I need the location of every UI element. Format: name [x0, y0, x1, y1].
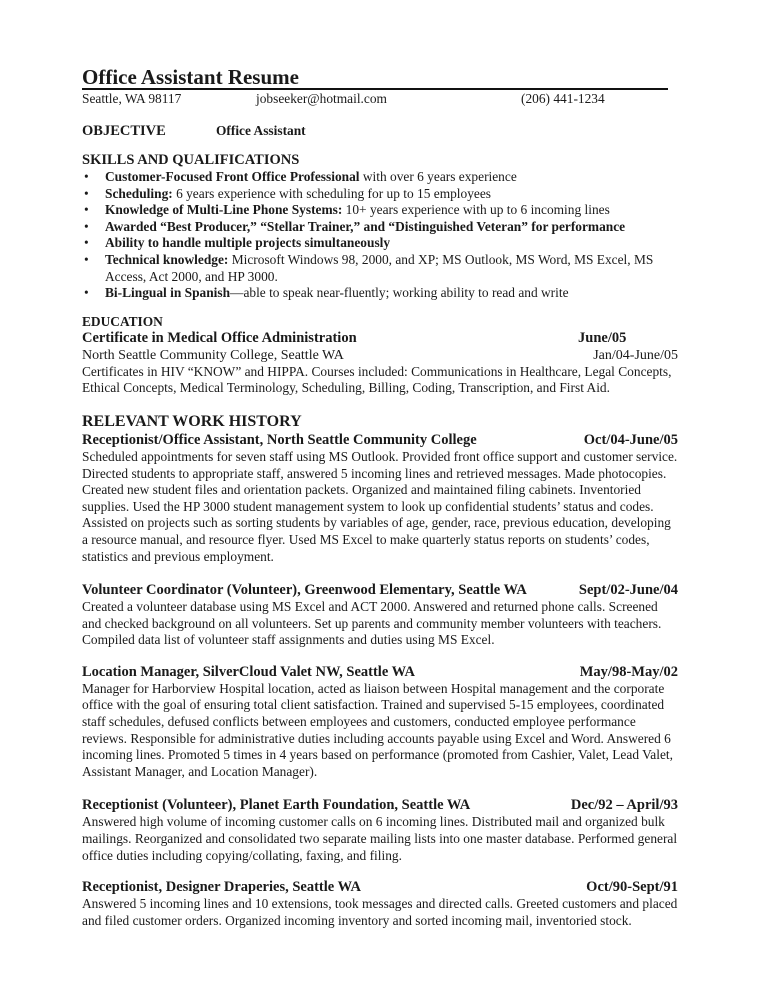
- job-entry: [82, 796, 678, 864]
- education-degree-row: [82, 329, 678, 347]
- education-degree-date: June/05: [578, 329, 627, 346]
- contact-phone: (206) 441-1234: [521, 91, 605, 106]
- skill-bold: Customer-Focused Front Office Professional: [105, 169, 360, 184]
- skill-bold: Ability to handle multiple projects simultaneously: [105, 235, 391, 251]
- skill-item: [82, 186, 678, 203]
- skills-list: [82, 169, 678, 302]
- job-entry: [82, 663, 678, 781]
- job-description: Created a volunteer database using MS Excel and ACT 2000. Answered and returned phone calls. Screened and checked background on all volunteers. Set up parents and community member volunteers with teachers. Compiled data list of volunteer staff assignments and duties using MS Excel.: [82, 599, 662, 648]
- skill-item: [82, 169, 678, 186]
- bullet-icon: •: [84, 202, 89, 218]
- objective-value: Office Assistant: [216, 123, 306, 138]
- skill-item: [82, 235, 678, 252]
- objective-label: OBJECTIVE: [82, 123, 166, 139]
- education-degree: Certificate in Medical Office Administration: [82, 329, 357, 346]
- skill-item: [82, 219, 678, 236]
- bullet-icon: •: [84, 285, 89, 301]
- skill-bold: Bi-Lingual in Spanish: [105, 285, 231, 301]
- skill-bold: Scheduling:: [105, 185, 173, 201]
- job-dates: Oct/90-Sept/91: [586, 879, 678, 896]
- skill-text: 10+ years experience with up to 6 incoming lines: [342, 202, 610, 218]
- job-description: Manager for Harborview Hospital location, acted as liaison between Hospital management and the corporate office with the goal of ensuring total client satisfaction. Trained and supervised 5-15 employees, coordinated staff schedules, defused conflicts between employees and customers, conducted employee performance reviews. Responsible for administrative duties including accounts payable using Excel and Word. Answered 6 incoming lines. Promoted 5 times in 4 years based on performance (promoted from Cashier, Valet, Lead Valet, Assistant Manager, and Location Manager).: [82, 680, 673, 779]
- job-title-row: [82, 796, 678, 814]
- page-title: Office Assistant Resume: [82, 65, 299, 89]
- bullet-icon: •: [84, 185, 89, 201]
- job-title: Receptionist, Designer Draperies, Seattle WA: [82, 879, 361, 896]
- resume-page: [82, 64, 678, 929]
- skill-item: [82, 202, 678, 219]
- job-dates: Sept/02-June/04: [578, 582, 678, 599]
- objective-section: [82, 122, 678, 140]
- job-dates: Oct/04-June/05: [583, 431, 678, 448]
- skill-bold: Knowledge of Multi-Line Phone Systems:: [105, 202, 343, 218]
- job-dates: May/98-May/02: [579, 663, 678, 680]
- job-title: Volunteer Coordinator (Volunteer), Greenwood Elementary, Seattle WA: [82, 582, 527, 599]
- skill-bold: Awarded “Best Producer,” “Stellar Trainer,” and “Distinguished Veteran” for performance: [105, 218, 626, 234]
- contact-email: jobseeker@hotmail.com: [256, 91, 387, 106]
- skill-text: with over 6 years experience: [359, 169, 517, 184]
- job-description: Answered high volume of incoming customer calls on 6 incoming lines. Distributed mail and organized bulk mailings. Reorganized and consolidated two separate mailing lists into one master database. Performed general office duties including copying/collating, faxing, and filing.: [82, 814, 678, 863]
- work-heading: RELEVANT WORK HISTORY: [82, 412, 302, 430]
- education-school: North Seattle Community College, Seattle WA: [82, 347, 344, 363]
- bullet-icon: •: [84, 169, 89, 184]
- job-entry: [82, 878, 678, 929]
- title-row: [82, 64, 668, 90]
- job-entry: [82, 431, 678, 565]
- contact-location: Seattle, WA 98117: [82, 91, 182, 106]
- job-description: Answered 5 incoming lines and 10 extensions, took messages and directed calls. Greeted customers and placed and filed customer orders. Organized incoming inventory and sorted incoming mail, inventoried stock.: [82, 896, 678, 928]
- contact-line: [82, 90, 678, 108]
- education-heading: EDUCATION: [82, 313, 163, 329]
- job-title-row: [82, 581, 678, 599]
- skill-text: Microsoft Windows 98, 2000, and XP; MS Outlook, MS Word, MS Excel, MS Access, Act 2000, and HP 3000.: [105, 251, 654, 284]
- bullet-icon: •: [84, 235, 89, 251]
- education-school-row: [82, 347, 678, 364]
- job-dates: Dec/92 – April/93: [570, 797, 678, 814]
- education-details: Certificates in HIV “KNOW” and HIPPA. Courses included: Communications in Healthcare, Legal Concepts, Ethical Concepts, Medical Terminology, Scheduling, Billing, Coding, Transcription, and First Aid.: [82, 363, 672, 396]
- job-title-row: [82, 663, 678, 681]
- job-title-row: [82, 878, 678, 896]
- job-description: Scheduled appointments for seven staff using MS Outlook. Provided front office support and customer service. Directed students to appropriate staff, answered 5 incoming lines and retrieved messages. Made photocopies. Created new student files and orientation packets. Organized and maintained filing cabinets. Inventoried supplies. Used the HP 3000 student management system to look up confidential students’ status and codes. Assisted on projects such as sorting students by variables of age, gender, race, previous education, developing a resource manual, and resource flyer. Used MS Excel to make quarterly status reports on students’ codes, statistics and previous employment.: [82, 448, 678, 564]
- bullet-icon: •: [84, 218, 89, 234]
- skill-bold: Technical knowledge:: [105, 251, 229, 267]
- skill-item: [82, 252, 678, 285]
- job-title-row: [82, 431, 678, 449]
- bullet-icon: •: [84, 251, 89, 267]
- skill-item: [82, 285, 678, 302]
- job-entry: [82, 581, 678, 649]
- job-title: Receptionist (Volunteer), Planet Earth Foundation, Seattle WA: [82, 797, 471, 814]
- job-title: Receptionist/Office Assistant, North Seattle Community College: [82, 431, 477, 448]
- education-school-dates: Jan/04-June/05: [593, 347, 678, 363]
- skill-text: —able to speak near-fluently; working ability to read and write: [230, 285, 569, 301]
- job-title: Location Manager, SilverCloud Valet NW, Seattle WA: [82, 663, 415, 680]
- skill-text: 6 years experience with scheduling for up to 15 employees: [172, 185, 492, 201]
- skills-heading: SKILLS AND QUALIFICATIONS: [82, 152, 300, 168]
